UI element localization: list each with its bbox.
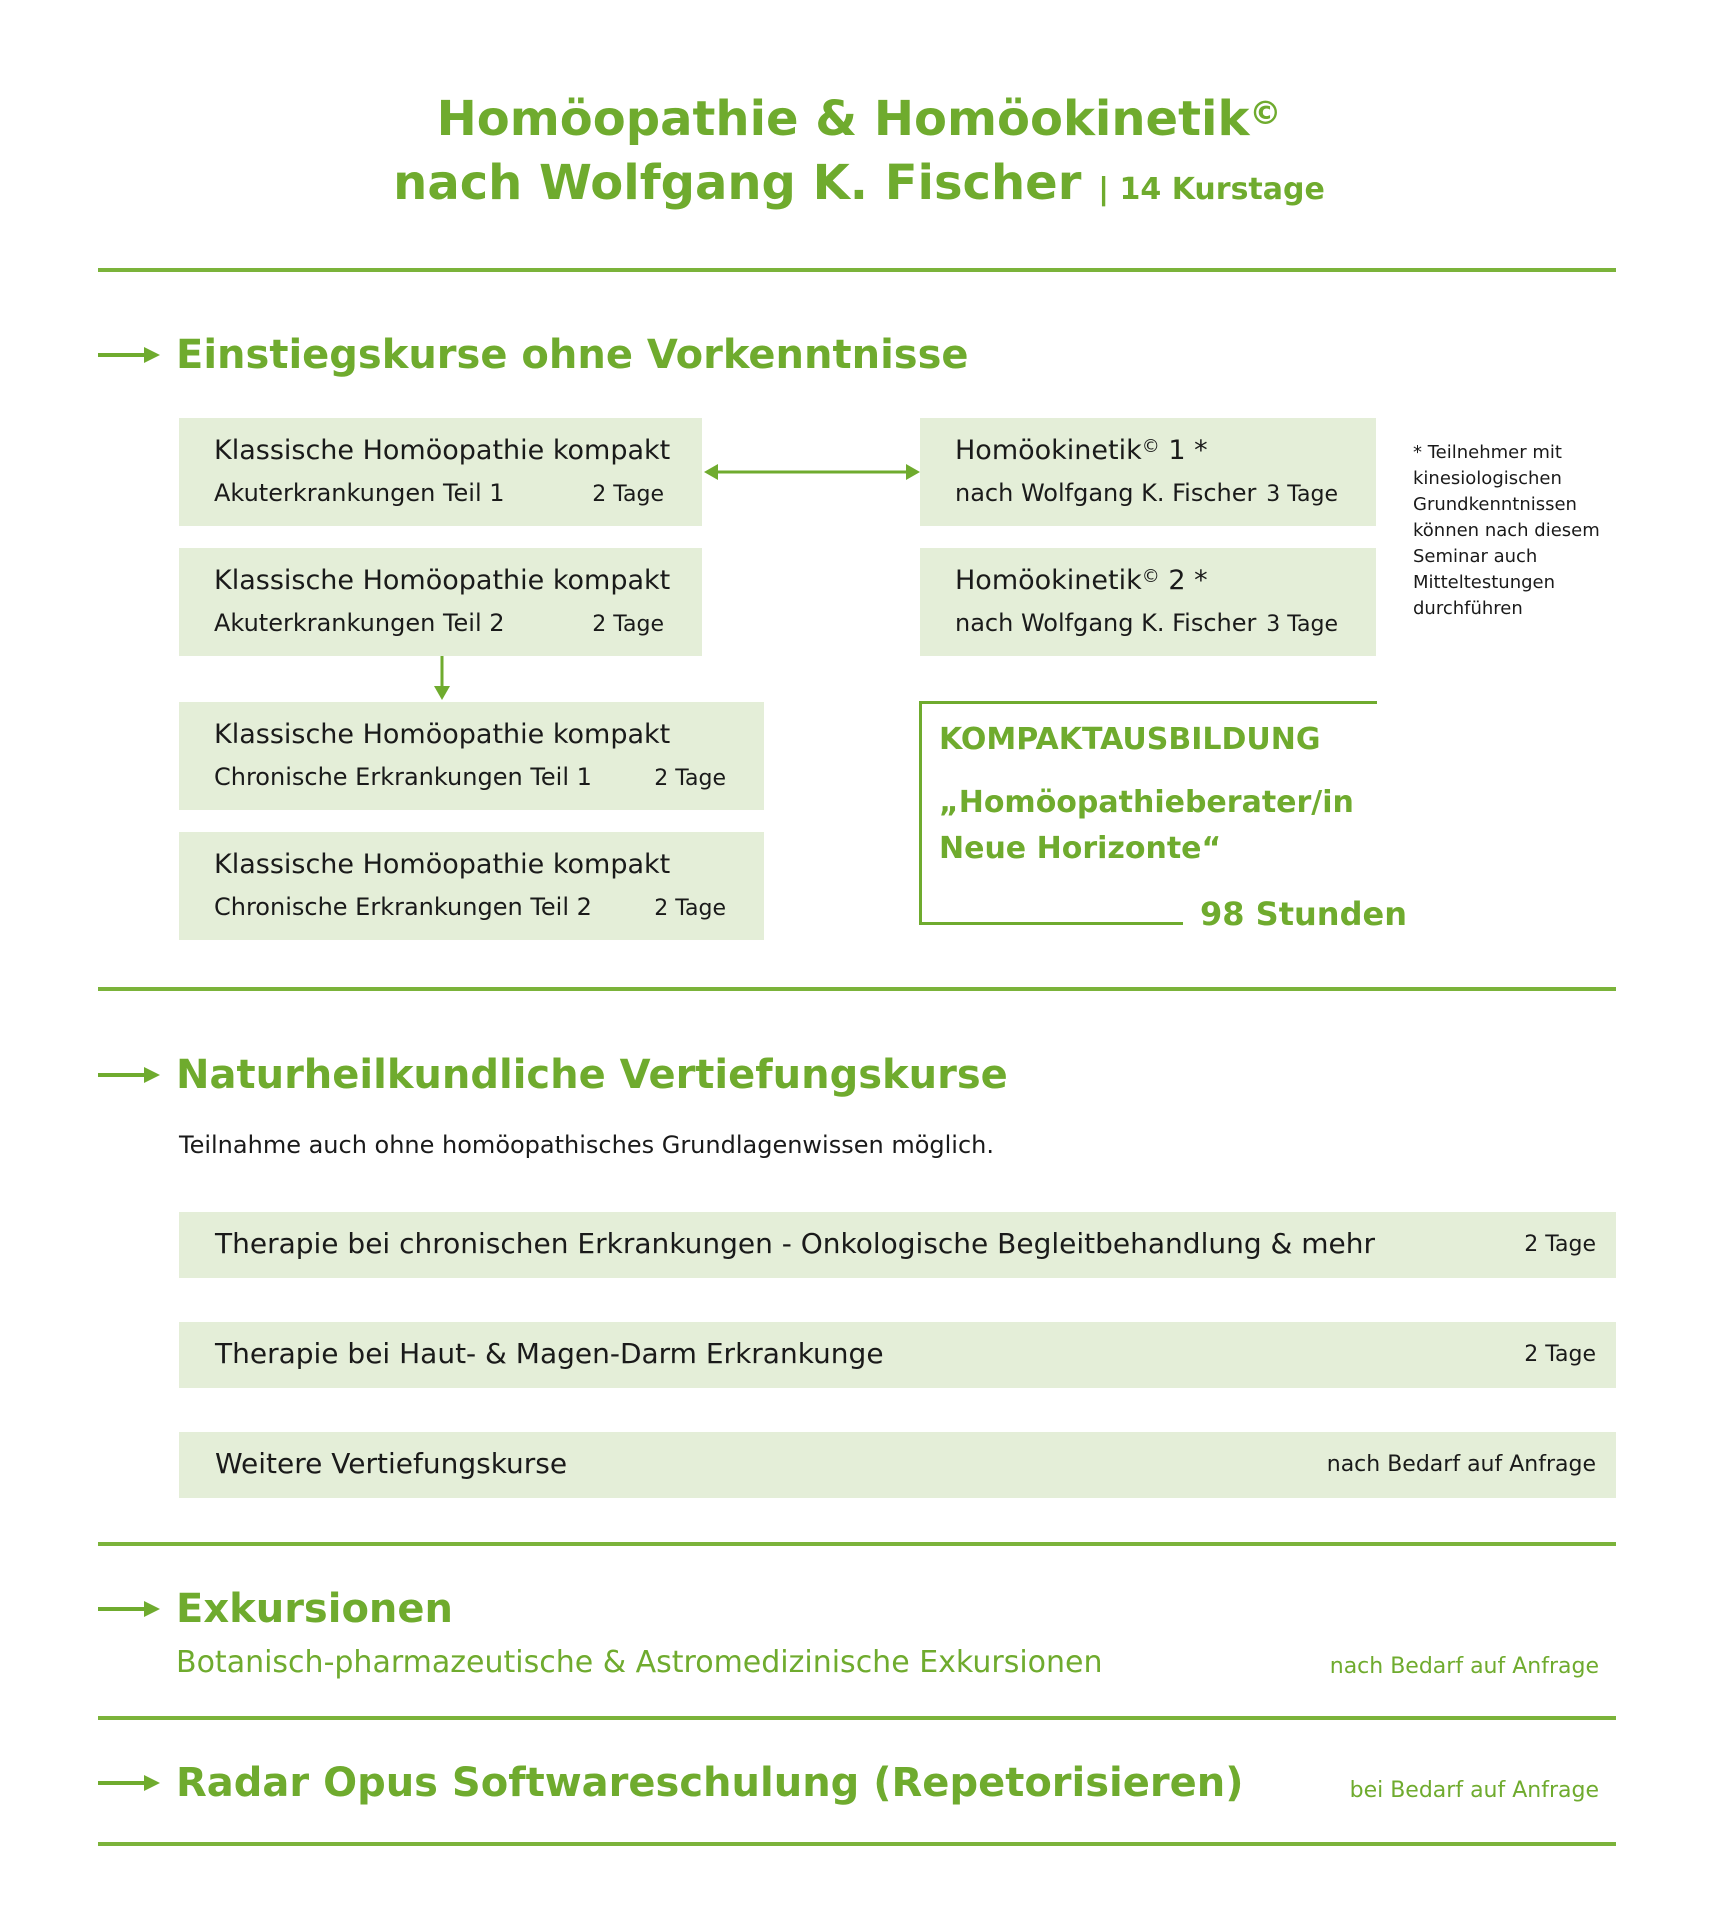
title-line1: Homöopathie & Homöokinetik — [436, 91, 1250, 147]
section-title-vertiefung: Naturheilkundliche Vertiefungskurse — [176, 1052, 1008, 1098]
section-arrow-icon — [98, 1768, 160, 1798]
course-name: Homöokinetik© 1 * — [955, 435, 1208, 466]
course-box — [179, 418, 702, 526]
section-arrow-icon — [98, 340, 160, 370]
course-days: 2 Tage — [592, 612, 664, 637]
section-title-einstieg: Einstiegskurse ohne Vorkenntnisse — [176, 332, 969, 378]
section-arrow-icon — [98, 1594, 160, 1624]
course-box-homoeokinetik-2 — [920, 548, 1376, 656]
course-days: 2 Tage — [1524, 1342, 1596, 1367]
kompakt-label: KOMPAKTAUSBILDUNG — [939, 722, 1321, 757]
course-row — [179, 1432, 1616, 1498]
copyright-mark: © — [1141, 436, 1160, 457]
course-name: Klassische Homöopathie kompakt — [214, 849, 671, 880]
course-days: 2 Tage — [592, 482, 664, 507]
kompakt-frame-left — [919, 701, 922, 925]
course-days: 2 Tage — [654, 766, 726, 791]
footnote: * Teilnehmer mit kinesiologischen Grundkenntnissen können nach diesem Seminar auch Mitteltestungen durchführen — [1413, 442, 1600, 619]
divider — [98, 1542, 1616, 1546]
course-subtitle: Chronische Erkrankungen Teil 2 — [214, 893, 592, 921]
section-title-radar-opus: Radar Opus Softwareschulung (Repetorisieren) — [176, 1760, 1244, 1806]
course-days: 3 Tage — [1266, 612, 1338, 637]
copyright-mark: © — [1141, 566, 1160, 587]
course-days-total: | 14 Kurstage — [1098, 172, 1325, 207]
exkursionen-subtitle: Botanisch-pharmazeutische & Astromedizinische Exkursionen — [176, 1645, 1103, 1680]
course-box-homoeokinetik-1 — [920, 418, 1376, 526]
course-row — [179, 1212, 1616, 1278]
kompakt-program: „Homöopathieberater/in Neue Horizonte“ — [939, 785, 1354, 866]
down-arrow-icon — [430, 656, 454, 702]
course-box — [179, 832, 764, 940]
course-subtitle: Akuterkrankungen Teil 2 — [214, 609, 505, 637]
course-name: Klassische Homöopathie kompakt — [214, 435, 671, 466]
double-arrow-icon — [704, 460, 920, 484]
divider — [98, 1716, 1616, 1720]
course-name: Therapie bei chronischen Erkrankungen - Onkologische Begleitbehandlung & mehr — [215, 1227, 1376, 1260]
course-days: nach Bedarf auf Anfrage — [1326, 1452, 1596, 1477]
divider — [98, 1842, 1616, 1846]
page-title — [0, 90, 1718, 148]
title-line2: nach Wolfgang K. Fischer — [393, 155, 1082, 211]
course-subtitle: Chronische Erkrankungen Teil 1 — [214, 763, 592, 791]
course-days: 2 Tage — [654, 896, 726, 921]
course-name: Homöokinetik© 2 * — [955, 565, 1208, 596]
page-subtitle — [0, 154, 1718, 219]
course-name: Klassische Homöopathie kompakt — [214, 719, 671, 750]
kompakt-frame-bottom — [919, 922, 1183, 925]
kompakt-hours: 98 Stunden — [1200, 895, 1407, 933]
section-arrow-icon — [98, 1060, 160, 1090]
course-subtitle: Akuterkrankungen Teil 1 — [214, 479, 505, 507]
course-box — [179, 548, 702, 656]
course-name: Klassische Homöopathie kompakt — [214, 565, 671, 596]
section-intro: Teilnahme auch ohne homöopathisches Grundlagenwissen möglich. — [179, 1131, 995, 1159]
exkursionen-availability: nach Bedarf auf Anfrage — [1329, 1654, 1599, 1679]
course-name: Therapie bei Haut- & Magen-Darm Erkrankunge — [215, 1337, 884, 1370]
radar-availability: bei Bedarf auf Anfrage — [1349, 1778, 1599, 1803]
course-box — [179, 702, 764, 810]
course-subtitle: nach Wolfgang K. Fischer — [955, 479, 1257, 507]
course-subtitle: nach Wolfgang K. Fischer — [955, 609, 1257, 637]
divider — [98, 268, 1616, 272]
divider — [98, 987, 1616, 991]
course-days: 3 Tage — [1266, 482, 1338, 507]
copyright-mark: © — [1249, 94, 1282, 132]
section-title-exkursionen: Exkursionen — [176, 1586, 454, 1632]
course-row — [179, 1322, 1616, 1388]
course-days: 2 Tage — [1524, 1232, 1596, 1257]
course-name: Weitere Vertiefungskurse — [215, 1447, 568, 1480]
kompakt-frame-top — [919, 701, 1377, 704]
